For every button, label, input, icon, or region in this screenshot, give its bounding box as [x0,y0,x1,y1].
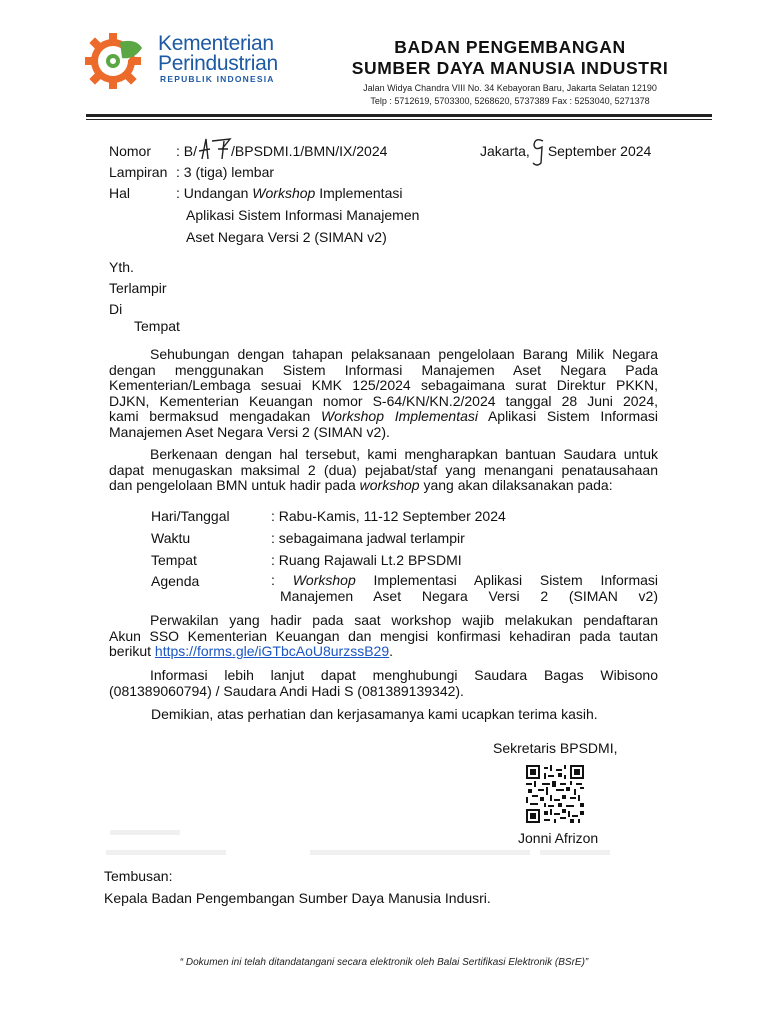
org-name-line1: Kementerian [158,32,274,55]
schedule-tempat-value: : Ruang Rajawali Lt.2 BPSDMI [271,552,462,568]
qr-code-icon [526,765,584,823]
tembusan-item: Kepala Badan Pengembangan Sumber Daya Manusia Indusri. [104,890,491,906]
signatory-name: Jonni Afrizon [518,830,599,846]
schedule-tempat-label: Tempat [151,552,197,568]
schedule-waktu-value: : sebagaimana jadwal terlampir [271,530,465,546]
org-name-line2: Perindustrian [158,52,278,75]
p2-line: dapat menugaskan maksimal 2 (dua) pejabat/staf yang menangani penatausahaan [109,461,658,478]
p1-l5a: kami bermaksud mengadakan [109,408,321,424]
p2-l3b: workshop [359,477,420,493]
letterhead-address [320,82,700,108]
p1-line: Manajemen Aset Negara Versi 2 (SIMAN v2). [109,423,390,440]
date-rest: September 2024 [547,143,652,159]
header-rule-thin [86,119,712,120]
hal-value [176,185,402,201]
handwritten-number [196,135,236,163]
tembusan-label: Tembusan: [104,868,173,884]
header-rule-thick [86,114,712,117]
hal-prefix: : Undangan [176,185,253,201]
addressee-yth: Yth. [109,259,134,275]
p2-l3c: yang akan dilaksanakan pada: [419,477,613,493]
p1-line: dengan menggunakan Sistem Informasi Manajemen Aset Negara Pada [109,361,658,378]
hal-line3: Aset Negara Versi 2 (SIMAN v2) [186,229,387,245]
p1-line-5 [109,409,658,425]
addressee-tempat: Tempat [134,318,180,334]
p3-line-3 [109,644,658,660]
hal-italic: Workshop [252,185,316,201]
p1-line: DJKN, Kementerian Keuangan nomor S-64/KN/KN.2/2024 tanggal 28 Juni 2024, [109,392,658,409]
p3-line: Akun SSO Kementerian Keuangan dan mengisi konfirmasi kehadiran pada tautan [109,627,658,644]
closing-sentence: Demikian, atas perhatian dan kerjasamanya kami ucapkan terima kasih. [151,706,598,722]
schedule-agenda-value [271,573,658,604]
addressee-terlampir: Terlampir [109,280,167,296]
p3-l3-end: . [389,643,394,659]
address-line: Jalan Widya Chandra VIII No. 34 Kebayoran Baru, Jakarta Selatan 12190 [363,83,657,93]
paragraph-3 [109,613,658,660]
lampiran-label: Lampiran [109,164,168,180]
paragraph-2 [109,447,658,494]
p2-line: Berkenaan dengan hal tersebut, kami mengharapkan bantuan Saudara untuk [150,446,658,462]
letterhead-title-line1: BADAN PENGEMBANGAN [394,37,626,57]
p1-l5c: Aplikasi Sistem Informasi [477,408,659,424]
schedule-agenda-label: Agenda [151,573,200,589]
nomor-prefix: : B/ [176,143,198,159]
hal-rest: Implementasi [315,185,403,201]
p4-line: (081389060794) / Saudara Andi Hadi S (081389139342). [109,682,464,699]
handwritten-date [529,135,549,169]
letterhead-title [320,37,700,79]
agenda-line-2: Manajemen Aset Negara Versi 2 (SIMAN v2) [280,587,658,604]
schedule-hari-value: : Rabu-Kamis, 11-12 September 2024 [271,508,506,524]
p3-l3: berikut [109,643,155,659]
date-place: Jakarta, [480,143,530,159]
p4-line: Informasi lebih lanjut dapat menghubungi Saudara Bagas Wibisono [150,667,658,683]
agenda-line-1 [271,573,658,589]
agenda-colon: : [271,572,293,588]
paragraph-1 [109,347,658,440]
paragraph-4 [109,668,658,699]
addressee-di: Di [109,301,123,317]
p3-line: Perwakilan yang hadir pada saat workshop wajib melakukan pendaftaran [150,612,658,628]
phone-line: Telp : 5712619, 5703300, 5268620, 5737389 Fax : 5253040, 5271378 [370,96,650,106]
esign-footer-note: “ Dokumen ini telah ditandatangani secara elektronik oleh Balai Sertifikasi Elektronik (BSrE)” [179,957,589,968]
p2-l3a: dan pengelolaan BMN untuk hadir pada [109,477,360,493]
schedule-waktu-label: Waktu [151,530,191,546]
agenda-italic: Workshop [292,572,356,588]
p1-l5b: Workshop Implementasi [320,408,478,424]
hal-line2: Aplikasi Sistem Informasi Manajemen [186,207,420,223]
nomor-label: Nomor [109,143,152,159]
hal-label: Hal [109,185,131,201]
lampiran-value: : 3 (tiga) lembar [176,164,275,180]
faint-background-marks [100,826,620,862]
letter-date [480,143,651,159]
p2-line-3 [109,478,658,494]
p1-line: Sehubungan dengan tahapan pelaksanaan pengelolaan Barang Milik Negara [150,346,658,362]
signature-title: Sekretaris BPSDMI, [493,740,618,756]
org-subtitle: REPUBLIK INDONESIA [160,74,275,84]
kemenperin-logo-icon [82,30,154,92]
registration-link[interactable]: https://forms.gle/iGTbcAoU8urzssB29 [154,643,390,659]
letterhead-title-line2: SUMBER DAYA MANUSIA INDUSTRI [351,58,669,78]
agenda-rest: Implementasi Aplikasi Sistem Informasi [355,572,659,588]
schedule-hari-label: Hari/Tanggal [151,508,230,524]
p1-line: Kementerian/Lembaga sesuai KMK 125/2024 sebagaimana surat Direktur PKKN, [109,377,658,393]
org-name [158,34,278,74]
nomor-suffix: /BPSDMI.1/BMN/IX/2024 [231,143,388,159]
